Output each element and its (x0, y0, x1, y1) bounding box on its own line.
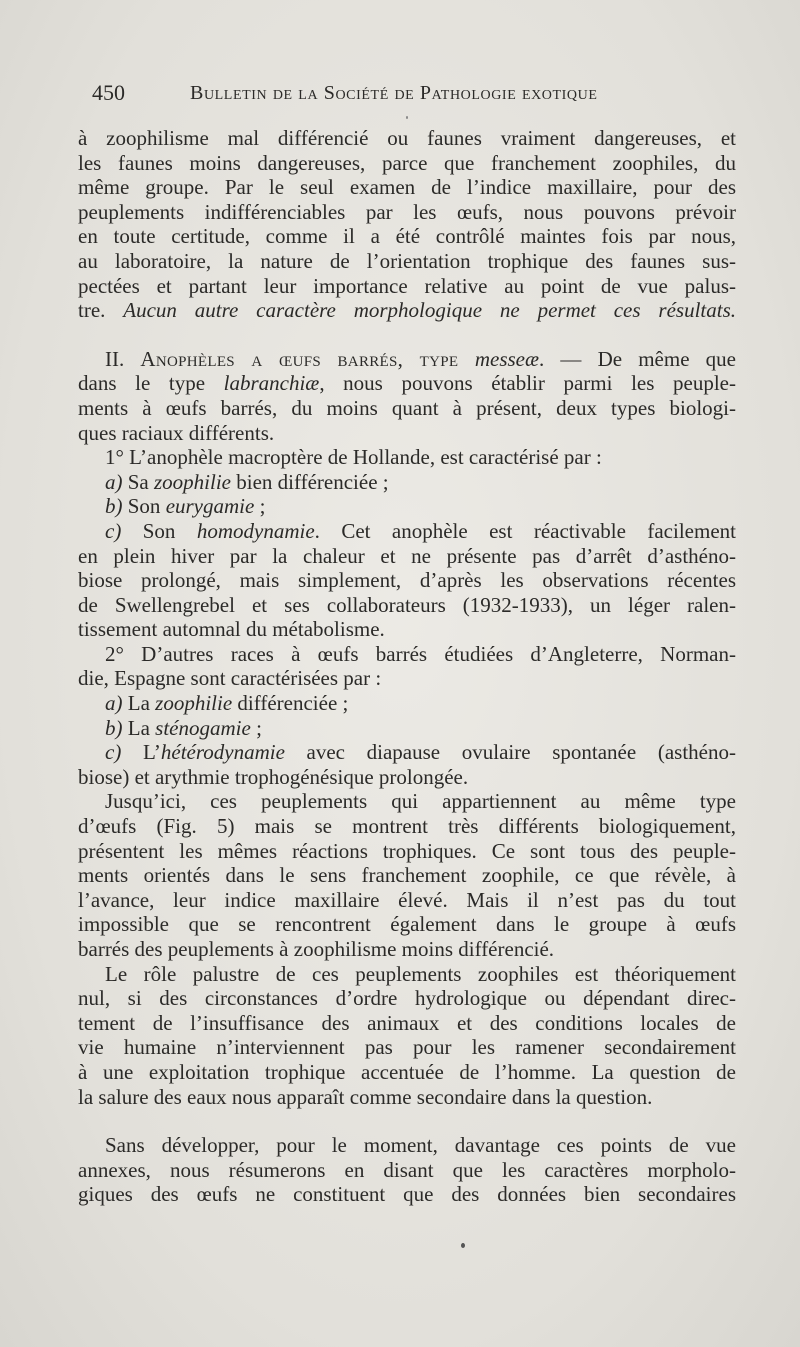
species-name: labranchiæ (223, 371, 320, 396)
paragraph-gap (78, 1109, 736, 1133)
list-marker: b) (105, 715, 128, 740)
text-line: tissement automnal du métabolisme. (78, 617, 385, 642)
text-line: la salure des eaux nous apparaît comme secondaire dans la question. (78, 1084, 653, 1109)
italic-text: Aucun autre caractère morphologique ne permet ces résultats. (123, 298, 737, 323)
text-span: différenciée ; (232, 691, 349, 716)
text-line: vie humaine n’interviennent pas pour les ramener secondairement (78, 1035, 736, 1060)
list-item (78, 716, 736, 741)
text-line: pectées et partant leur importance relative au point de vue palus- (78, 273, 736, 298)
text-span: dans le type (78, 371, 224, 396)
text-span: , nous pouvons établir parmi les peuple- (319, 371, 736, 396)
text-line: l’avance, leur indice maxillaire élevé. Mais il n’est pas du tout (78, 887, 736, 912)
italic-term: homodynamie (196, 518, 315, 543)
text-line: peuplements indifférenciables par les œufs, nous pouvons prévoir (78, 199, 736, 224)
list-marker: a) (105, 691, 128, 716)
section-heading-line (78, 347, 736, 372)
text-line: Le rôle palustre de ces peuplements zoophiles est théoriquement (105, 961, 736, 986)
text-span: Son (127, 494, 166, 519)
ink-speck (406, 116, 408, 119)
ink-speck (461, 1243, 465, 1248)
text-line: 2° D’autres races à œufs barrés étudiées d’Angleterre, Norman- (105, 641, 736, 666)
text-line: impossible que se rencontrent également dans le groupe à œufs (78, 912, 736, 937)
italic-term: sténogamie (155, 715, 251, 740)
text-line: présentent les mêmes réactions trophiques. Ce sont tous des peuple- (78, 838, 736, 863)
text-line: à une exploitation trophique accentuée de l’homme. La question de (78, 1059, 736, 1084)
list-item (78, 519, 736, 544)
list-marker: b) (105, 494, 128, 519)
italic-term: zoophilie (154, 469, 231, 494)
article-body (78, 126, 736, 1207)
text-span: ; (250, 715, 262, 740)
text-line: en plein hiver par la chaleur et ne présente pas d’arrêt d’asthéno- (78, 543, 736, 568)
running-header (92, 80, 732, 110)
text-line: ques raciaux différents. (78, 420, 275, 445)
section-title: Anophèles a œufs barrés, type (140, 346, 475, 371)
text-line: biose) et arythmie trophogénésique prolongée. (78, 764, 469, 789)
text-span: . — De même que (539, 346, 736, 371)
italic-term: zoophilie (155, 691, 233, 716)
list-marker: c) (105, 740, 143, 765)
text-line: giques des œufs ne constituent que des données bien secondaires (78, 1182, 736, 1207)
text-line (78, 298, 736, 323)
text-line: à zoophilisme mal différencié ou faunes vraiment dangereuses, et (78, 126, 736, 150)
text-span: Sa (127, 469, 154, 494)
paragraph-gap (78, 323, 736, 347)
list-marker: c) (105, 518, 143, 543)
text-line: en toute certitude, comme il a été contrôlé maintes fois par nous, (78, 224, 736, 249)
page-number: 450 (92, 80, 125, 105)
text-line (78, 371, 736, 396)
text-span: L’ (142, 740, 161, 765)
text-line: de Swellengrebel et ses collaborateurs (1932-1933), un léger ralen- (78, 592, 736, 617)
text-line: die, Espagne sont caractérisées par : (78, 666, 382, 691)
list-item (78, 691, 736, 716)
text-line: nul, si des circonstances d’ordre hydrologique ou dépendant direc- (78, 986, 736, 1011)
text-span: bien différenciée ; (231, 469, 389, 494)
text-line: tement de l’insuffisance des animaux et des conditions locales de (78, 1010, 736, 1035)
species-name: messeæ (474, 346, 539, 371)
list-marker: a) (105, 469, 128, 494)
italic-term: hétérodynamie (160, 740, 285, 765)
text-line: ments à œufs barrés, du moins quant à présent, deux types biologi- (78, 395, 736, 420)
text-span: . Cet anophèle est réactivable facilement (314, 518, 736, 543)
text-line: annexes, nous résumerons en disant que les caractères morpholo- (78, 1157, 736, 1182)
text-span: La (127, 691, 156, 716)
text-line: ments orientés dans le sens franchement zoophile, ce que révèle, à (78, 863, 736, 888)
text-line: au laboratoire, la nature de l’orientation trophique des faunes sus- (78, 248, 736, 273)
text-span: avec diapause ovulaire spontanée (asthéno- (284, 740, 736, 765)
text-span: La (127, 715, 156, 740)
list-item (78, 740, 736, 765)
italic-term: eurygamie (165, 494, 255, 519)
section-number: II. (105, 346, 141, 371)
text-line: barrés des peuplements à zoophilisme moins différencié. (78, 937, 555, 961)
text-line: 1° L’anophèle macroptère de Hollande, est caractérisé par : (105, 445, 602, 470)
text-line: d’œufs (Fig. 5) mais se montrent très différents biologiquement, (78, 814, 736, 839)
list-item (78, 470, 736, 495)
list-item (78, 494, 736, 519)
text-span: tre. (78, 298, 124, 323)
text-span: ; (254, 494, 266, 519)
text-line: même groupe. Par le seul examen de l’indice maxillaire, pour des (78, 175, 736, 200)
text-line: Jusqu’ici, ces peuplements qui appartiennent au même type (105, 789, 736, 814)
text-line: les faunes moins dangereuses, parce que franchement zoophiles, du (78, 150, 736, 175)
text-line: Sans développer, pour le moment, davantage ces points de vue (105, 1133, 736, 1158)
journal-title: Bulletin de la Société de Pathologie exotique (190, 82, 598, 104)
text-line: biose prolongé, mais simplement, d’après les observations récentes (78, 568, 736, 593)
text-span: Son (142, 518, 197, 543)
